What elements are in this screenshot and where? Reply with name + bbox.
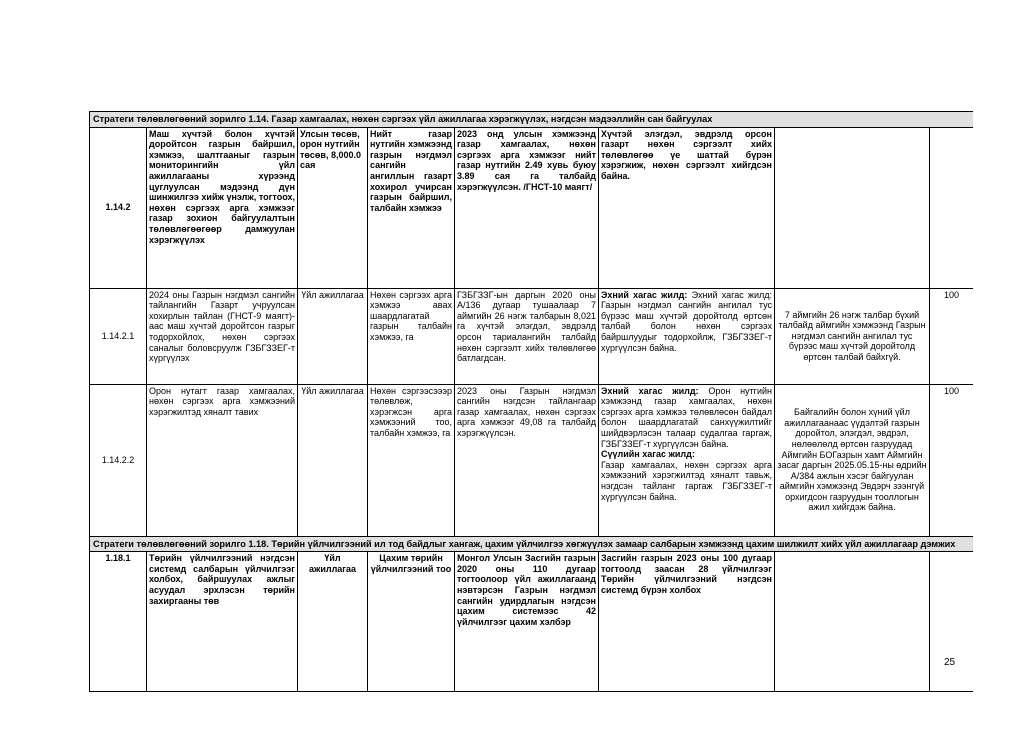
assessment-first-text: Орон нутгийн хэмжээнд газар хамгаалах, нөхөн сэргээх арга хэмжээ төлөвлөсөн байдал болон шаардлагатай санхүүжилтийг шийдвэрлэсэн талаар судалгаа гаргаж, ГЗБГЗЗЕГ-т хүргүүлсэн байна. <box>601 385 772 449</box>
row-assessment: Засгийн газрын 2023 оны 100 дугаар тогтоолд заасан 28 үйлчилгээг Төрийн үйлчилгээний нэгдсэн системд бүрэн холбох <box>599 552 775 692</box>
section-header-1-14: Стратеги төлөвлөгөөний зорилго 1.14. Газар хамгаалах, нөхөн сэргээх үйл ажиллагаа хэрэгжүүлэх, нэгдсэн мэдээллийн сан байгуулах <box>90 112 974 128</box>
row-baseline: Үйл ажиллагаа <box>298 288 368 384</box>
row-baseline: Улсын төсөв, орон нутгийн төсөв, 8,000.0 сая <box>298 127 368 288</box>
row-score: 100 <box>930 384 974 536</box>
row-assessment <box>599 384 775 536</box>
assessment-last-label: Сүүлийн хагас жилд: <box>601 449 695 460</box>
row-measure: 2024 оны Газрын нэгдмэл сангийн тайлангийн Газарт учруулсан хохирлын тайлан (ГНСТ-9 маягт)-аас маш хүчтэй доройтсон газрыг тодорхойлох, нөхөн сэргээх саналыг боловсруулж ГЗБГЗЗЕГ-т хүргүүлэх <box>147 288 298 384</box>
row-code: 1.14.2.1 <box>90 288 147 384</box>
row-code: 1.14.2 <box>90 127 147 288</box>
row-indicator: Нөхөн сэргээсэээр төлөвлөж, хэрэгжсэн арга хэмжээний тоо, талбайн хэмжээ, га <box>368 384 455 536</box>
row-code: 1.14.2.2 <box>90 384 147 536</box>
row-measure: Маш хүчтэй болон хүчтэй доройтсон газрын байршил, хэмжээ, шалтгааныг газрын мониторингийн үйл ажиллагааны хүрээнд цуглуулсан мэдээнд дүн шинжилгээ хийж үнэлж, тогтоох, нөхөн сэргээх арга хэмжээг газар зохион байгуулалтын төлөвлөгөөгөөр дамжуулан хэрэгжүүлэх <box>147 127 298 288</box>
page-number: 25 <box>944 657 956 668</box>
row-note <box>775 127 930 288</box>
row-result-2023: 2023 оны Газрын нэгдмэл сангийн нэгдсэн тайлангаар газар хамгаалах, нөхөн сэргээх арга хэмжээг 49,08 га талбайд хэрэгжүүлсэн. <box>455 384 599 536</box>
row-indicator: Нийт газар нутгийн хэмжээнд газрын нэгдмэл сангийн ангиллын газарт хохирол учирсан газрын байршил, талбайн хэмжээ <box>368 127 455 288</box>
row-measure: Төрийн үйлчилгээний нэгдсэн системд салбарын үйлчилгээг холбох, байршуулах ажлыг асуудал эрхлэсэн төрийн захиргааны төв <box>147 552 298 692</box>
report-table-container <box>89 111 973 731</box>
assessment-text: Эхний хагас жилд: Газрын нэгдмэл сангийн ангилал тус бүрээс маш хүчтэй доройтолд өртсөн талбай болон нөхөн сэргээх байршлуудыг тодорхойлж, ГЗБГЗЗЕГ-т хүргүүлсэн байна. <box>601 289 772 353</box>
row-result-2023: ГЗБГЗЗГ-ын даргын 2020 оны А/136 дугаар тушаалаар 7 аймгийн 26 нэгж талбарын 8,021 га хүчтэй элэгдэл, эвдрэлд орсон тариалангийн талбайд нөхөн сэргээлт хийх төлөвлөгөө батлагдсан. <box>455 288 599 384</box>
section-header-row <box>90 536 974 552</box>
table-row <box>90 552 974 692</box>
row-note <box>775 552 930 692</box>
row-score <box>930 552 974 692</box>
row-baseline: Үйл ажиллагаа <box>298 552 368 692</box>
row-baseline: Үйл ажиллагаа <box>298 384 368 536</box>
row-result-2023: Монгол Улсын Засгийн газрын 2020 оны 110 дугаар тогтоолоор үйл ажиллагаанд нэвтэрсэн Газрын нэгдмэл сангийн удирдлагын нэгдсэн цахим системээс 42 үйлчилгээг цахим хэлбэр <box>455 552 599 692</box>
row-note: 7 аймгийн 26 нэгж талбар бүхий талбайд аймгийн хэмжээнд Газрын нэгдмэл сангийн ангилал тус бүрээс маш хүчтэй доройтолд өртсөн талбай байхгүй. <box>775 288 930 384</box>
report-table <box>89 111 973 692</box>
row-assessment: Хүчтэй элэгдэл, эвдрэлд орсон газарт нөхөн сэргээлт хийх төлөвлөгөө үе шаттай бүрэн хэрэгжиж, нөхөн сэргээлт хийгдсэн байна. <box>599 127 775 288</box>
row-score: 100 <box>930 288 974 384</box>
table-row <box>90 127 974 288</box>
table-row <box>90 288 974 384</box>
row-code: 1.18.1 <box>90 552 147 692</box>
row-result-2023: 2023 онд улсын хэмжээнд газар хамгаалах, нөхөн сэргээх арга хэмжээг нийт газар нутгийн 2.49 хувь буюу 3.89 сая га талбайд хэрэгжүүлсэн. /ГНСТ-10 маягт/ <box>455 127 599 288</box>
row-indicator: Нөхөн сэргээх арга хэмжээ авах шаардлагатай газрын талбайн хэмжээ, га <box>368 288 455 384</box>
assessment-label: Эхний хагас жилд: <box>601 289 688 300</box>
row-score <box>930 127 974 288</box>
assessment-last-text: Газар хамгаалах, нөхөн сэргээх арга хэмжээний хэрэгжилтэд хяналт тавьж, нэгдсэн тайланг гаргаж ГЗБГЗЗЕГ-т хүргүүлсэн байна. <box>601 459 772 502</box>
row-note: Байгалийн болон хүний үйл ажиллагаанаас үүдэлтэй газрын доройтол, элэгдэл, эвдрэл, нөлөөлөлд өртсөн газруудад Аймгийн БОГазрын хамт Аймгийн засаг даргын 2025.05.15-ны өдрийн А/384 ажлын хэсэг байгуулан аймгийн хэмжээнд Эвдэрч зээнгүй орхигдсон газруудын тооллогын ажил хийгдэж байна. <box>775 384 930 536</box>
row-measure: Орон нутагт газар хамгаалах, нөхөн сэргээх арга хэмжээний хэрэгжилтэд хяналт тавих <box>147 384 298 536</box>
section-header-1-18: Стратеги төлөвлөгөөний зорилго 1.18. Төрийн үйлчилгээний ил тод байдлыг хангаж, цахим үйлчилгээ хөгжүүлэх замаар салбарын хэмжээнд цахим шилжилт хийх үйл ажиллагаар дэмжих <box>90 536 974 552</box>
row-indicator: Цахим төрийн үйлчилгээний тоо <box>368 552 455 692</box>
row-assessment <box>599 288 775 384</box>
table-row <box>90 384 974 536</box>
assessment-first-label: Эхний хагас жилд: <box>601 385 699 396</box>
section-header-row <box>90 112 974 128</box>
